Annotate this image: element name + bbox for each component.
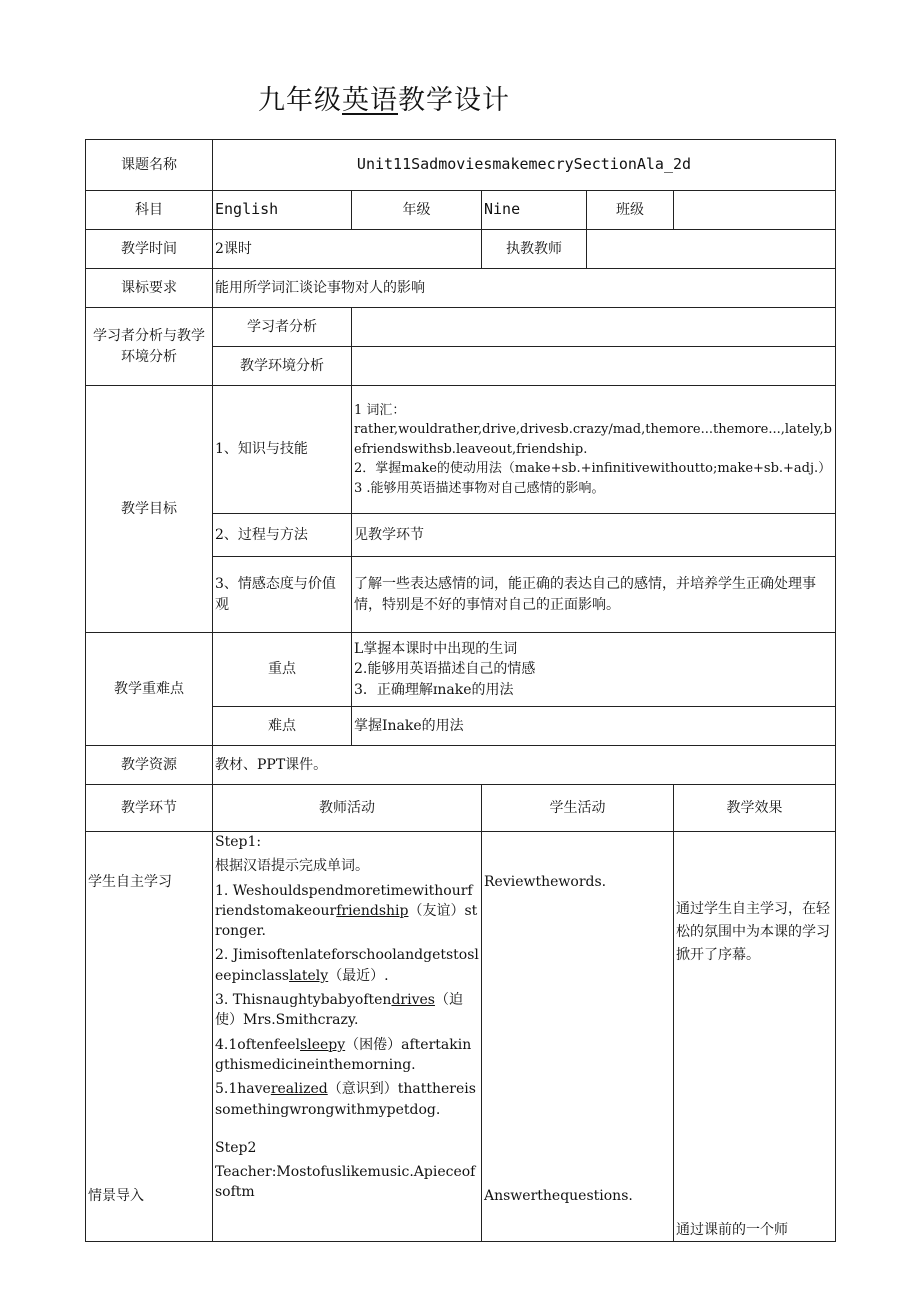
- topic-label: 课题名称: [86, 140, 213, 191]
- time-value: 2课时: [213, 230, 482, 269]
- teacher-activity: Step1: 根据汉语提示完成单词。 1. Weshouldspendmoretimewithourfriendstomakeourfriendship（友谊）stronger. 2. Jimisoftenlateforschoolandgetstosleepinclasslately（最近）. 3. Thisnaughtybabyoftendrives（迫使）Mrs.Smithcrazy. 4.1oftenfeelsleepy（困倦）aftertakingthismedicineinthemorning. 5.1haverealized（意识到）thatthereissomethingwrongwithmypetdog. Step2 Teacher:Mostofuslikemusic.Apieceofsoftm: [213, 832, 482, 1242]
- lesson-plan-table: [85, 139, 836, 1242]
- header-effect: 教学效果: [674, 785, 836, 832]
- phase-self-study: 学生自主学习: [88, 874, 172, 890]
- env-analysis-value: [352, 347, 836, 386]
- knowledge-value: 1 词汇： rather,wouldrather,drive,drivesb.crazy/mad,themore...themore...,lately,befriendswithsb.leaveout,friendship. 2．掌握make的使动用法（make+sb.+infinitivewithoutto;make+sb.+adj.） 3 .能够用英语描述事物对自己感情的影响。: [352, 386, 836, 514]
- key-label: 教学重难点: [86, 633, 213, 746]
- key-point-label: 重点: [213, 633, 352, 707]
- difficulty-label: 难点: [213, 707, 352, 746]
- effect-cell: [674, 832, 836, 1242]
- key-point-value: L掌握本课时中出现的生词 2.能够用英语描述自己的情感 3．正确理解ɪnake的用法: [352, 633, 836, 707]
- student-activity-2: Answerthequestions.: [484, 1188, 633, 1204]
- learner-analysis-value: [352, 308, 836, 347]
- time-label: 教学时间: [86, 230, 213, 269]
- knowledge-label: 1、知识与技能: [213, 386, 352, 514]
- attitude-label: 3、情感态度与价值观: [213, 557, 352, 633]
- header-step: 教学环节: [86, 785, 213, 832]
- process-label: 2、过程与方法: [213, 514, 352, 557]
- standard-label: 课标要求: [86, 269, 213, 308]
- resources-label: 教学资源: [86, 746, 213, 785]
- grade-label: 年级: [352, 191, 482, 230]
- phase-cell: [86, 832, 213, 1242]
- teacher-value: [587, 230, 836, 269]
- standard-value: 能用所学词汇谈论事物对人的影响: [213, 269, 836, 308]
- grade-value: Nine: [482, 191, 587, 230]
- attitude-value: 了解一些表达感情的词，能正确的表达自己的感情，并培养学生正确处理事情，特别是不好的事情对自己的正面影响。: [352, 557, 836, 633]
- phase-situation: 情景导入: [88, 1188, 144, 1204]
- document-title: 九年级英语教学设计: [258, 85, 510, 116]
- analysis-label: 学习者分析与教学环境分析: [86, 308, 213, 386]
- student-activity-1: Reviewthewords.: [484, 874, 607, 890]
- header-teacher: 教师活动: [213, 785, 482, 832]
- subject-label: 科目: [86, 191, 213, 230]
- teacher-label: 执教教师: [482, 230, 587, 269]
- effect-1: 通过学生自主学习，在轻松的氛围中为本课的学习掀开了序幕。: [676, 901, 830, 964]
- effect-2: 通过课前的一个师: [676, 1222, 788, 1238]
- subject-value: English: [213, 191, 352, 230]
- resources-value: 教材、PPT课件。: [213, 746, 836, 785]
- process-value: 见教学环节: [352, 514, 836, 557]
- class-value: [674, 191, 836, 230]
- student-activity: [482, 832, 674, 1242]
- class-label: 班级: [587, 191, 674, 230]
- learner-analysis-label: 学习者分析: [213, 308, 352, 347]
- goals-label: 教学目标: [86, 386, 213, 633]
- header-student: 学生活动: [482, 785, 674, 832]
- env-analysis-label: 教学环境分析: [213, 347, 352, 386]
- topic-value: Unit11SadmoviesmakemecrySectionAla_2d: [213, 140, 836, 191]
- difficulty-value: 掌握Inake的用法: [352, 707, 836, 746]
